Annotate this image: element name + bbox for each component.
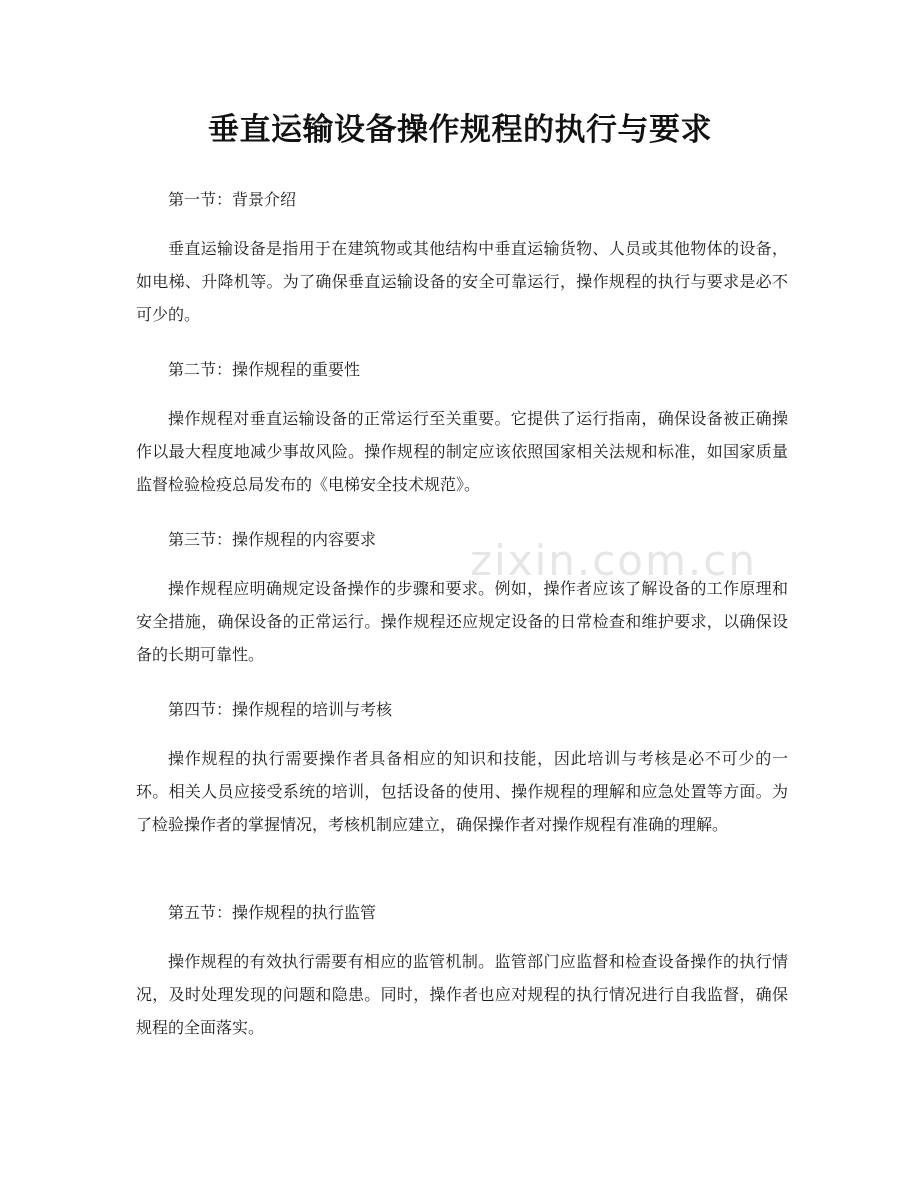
- section-paragraph: 操作规程的执行需要操作者具备相应的知识和技能，因此培训与考核是必不可少的一环。相关人员应接受系统的培训，包括设备的使用、操作规程的理解和应急处置等方面。为了检验操作者的掌握情况，考核机制应建立，确保操作者对操作规程有准确的理解。: [136, 749, 788, 834]
- section-paragraph: 操作规程的有效执行需要有相应的监管机制。监管部门应监督和检查设备操作的执行情况，及时处理发现的问题和隐患。同时，操作者也应对规程的执行情况进行自我监督，确保规程的全面落实。: [136, 952, 788, 1037]
- section-heading: 第四节：操作规程的培训与考核: [168, 700, 393, 719]
- section-paragraph: 操作规程应明确规定设备操作的步骤和要求。例如，操作者应该了解设备的工作原理和安全措施，确保设备的正常运行。操作规程还应规定设备的日常检查和维护要求，以确保设备的长期可靠性。: [136, 579, 788, 664]
- watermark: zixin.com.cn: [470, 536, 757, 585]
- section-heading: 第五节：操作规程的执行监管: [168, 903, 377, 922]
- section-heading: 第二节：操作规程的重要性: [168, 360, 361, 379]
- section-paragraph: 垂直运输设备是指用于在建筑物或其他结构中垂直运输货物、人员或其他物体的设备，如电梯、升降机等。为了确保垂直运输设备的安全可靠运行，操作规程的执行与要求是必不可少的。: [136, 239, 788, 324]
- section-heading: 第三节：操作规程的内容要求: [168, 530, 377, 549]
- section-paragraph: 操作规程对垂直运输设备的正常运行至关重要。它提供了运行指南，确保设备被正确操作以最大程度地减少事故风险。操作规程的制定应该依照国家相关法规和标准，如国家质量监督检验检疫总局发布的《电梯安全技术规范》。: [136, 409, 788, 494]
- section-heading: 第一节：背景介绍: [168, 190, 297, 209]
- document-title: 垂直运输设备操作规程的执行与要求: [208, 112, 712, 148]
